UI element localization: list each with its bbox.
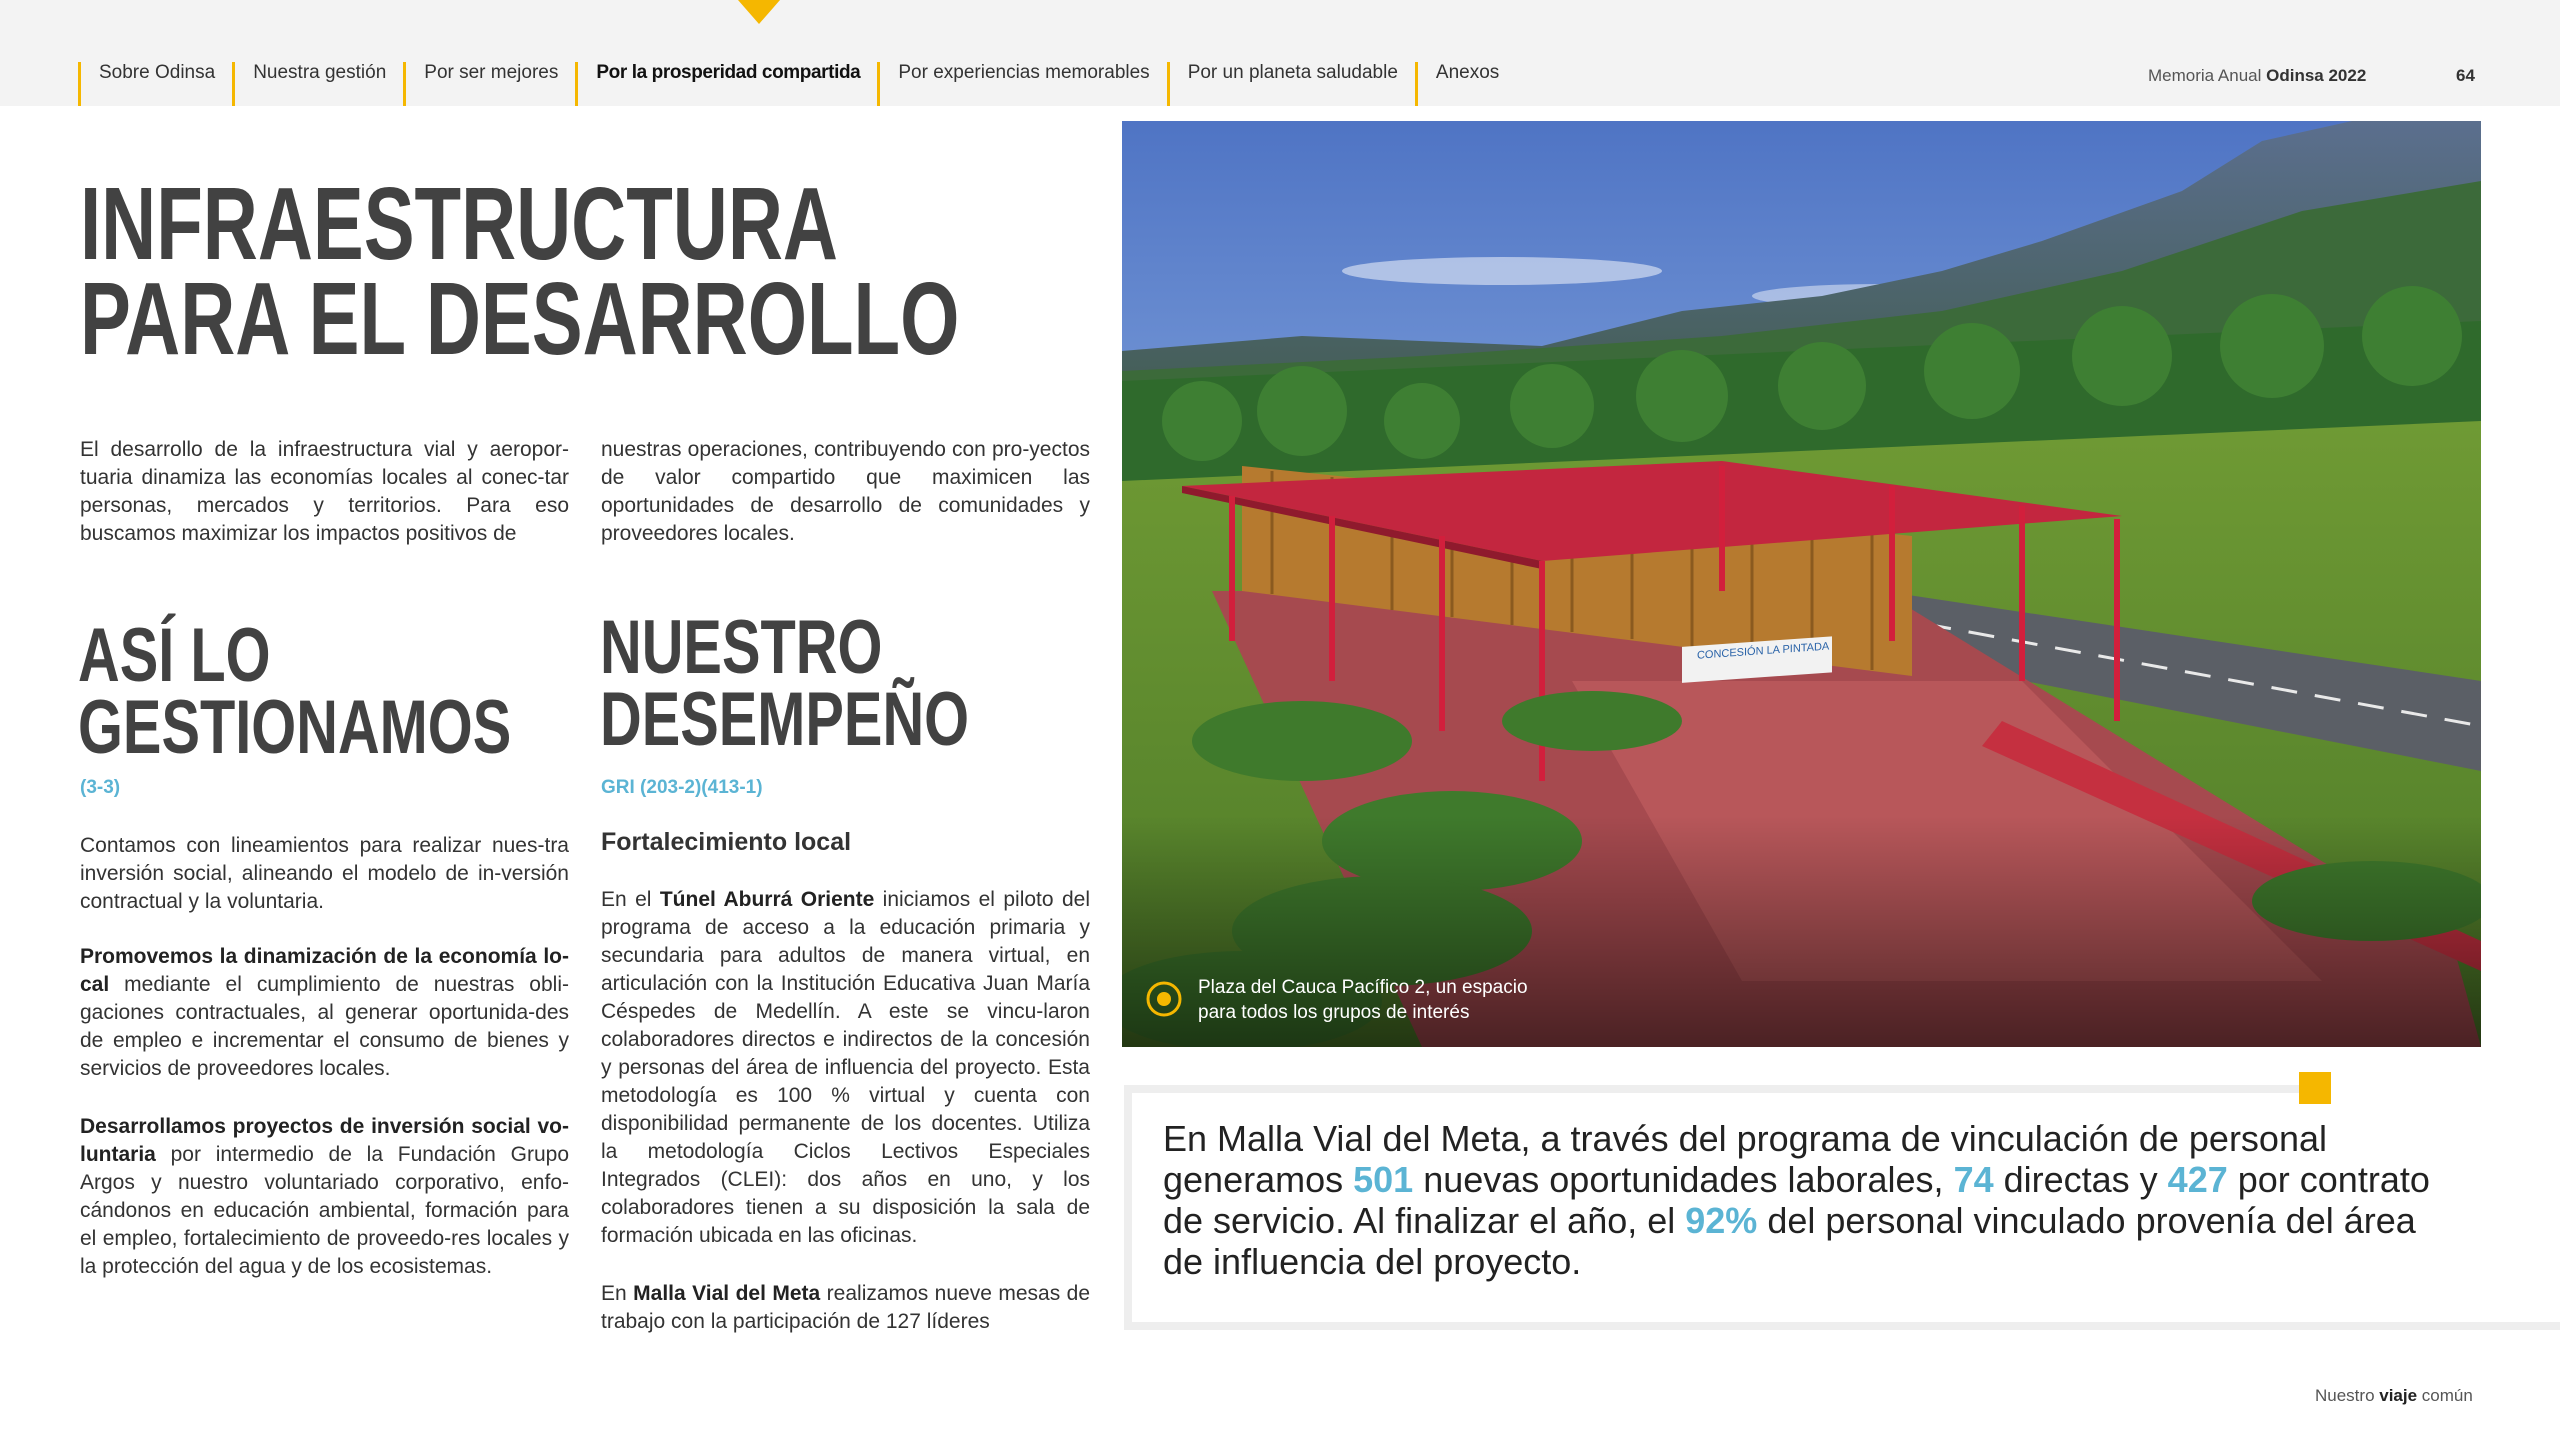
section-heading-desempeno bbox=[600, 605, 970, 762]
section2-paragraph-1 bbox=[601, 886, 1090, 1250]
active-section-marker bbox=[738, 0, 780, 24]
section1-heading-line2: GESTIONAMOS bbox=[78, 685, 512, 770]
callout-number-new-jobs: 501 bbox=[1353, 1159, 1414, 1200]
report-title bbox=[2148, 66, 2366, 86]
footer-tagline bbox=[2315, 1386, 2473, 1406]
nav-item-nuestra-gestion[interactable]: Nuestra gestión bbox=[232, 62, 403, 106]
page-title bbox=[80, 166, 960, 376]
callout-text-1: En Malla Vial del Meta, a través del programa de vinculación de personal generamos bbox=[1163, 1118, 2327, 1200]
section2-p2-rest: realizamos nueve mesas de trabajo con la participación de 127 líderes bbox=[601, 1282, 1091, 1333]
callout-number-contract: 427 bbox=[2167, 1159, 2228, 1200]
section1-p3-bold: Desarrollamos proyectos de inversión social vo-luntaria bbox=[80, 1115, 569, 1166]
section1-paragraph-3 bbox=[80, 1113, 569, 1281]
footer-post: común bbox=[2417, 1386, 2473, 1405]
page-title-line1: INFRAESTRUCTURA bbox=[80, 166, 838, 281]
nav-item-planeta-saludable[interactable]: Por un planeta saludable bbox=[1167, 62, 1415, 106]
gri-reference-1: (3-3) bbox=[80, 777, 121, 798]
hero-photo bbox=[1122, 121, 2481, 1047]
nav-item-prosperidad-compartida[interactable]: Por la prosperidad compartida bbox=[575, 62, 877, 106]
callout-text-5: del personal vinculado provenía del área de influencia del proyecto. bbox=[1163, 1200, 2416, 1282]
section2-p1-bold: Túnel Aburrá Oriente bbox=[659, 888, 875, 911]
caption-line2: para todos los grupos de interés bbox=[1198, 1002, 1470, 1023]
section1-p2-bold: Promovemos la dinamización de la economía lo-cal bbox=[80, 945, 569, 996]
callout-number-direct: 74 bbox=[1953, 1159, 1994, 1200]
section2-heading-line2: DESEMPEÑO bbox=[600, 677, 970, 762]
report-name: Odinsa 2022 bbox=[2266, 66, 2367, 85]
footer-pre: Nuestro bbox=[2315, 1386, 2380, 1405]
section2-heading-line1: NUESTRO bbox=[600, 605, 883, 690]
nav-item-anexos[interactable]: Anexos bbox=[1415, 62, 1516, 106]
section-heading-gestionamos bbox=[78, 613, 512, 770]
callout-text-3: directas y bbox=[1993, 1159, 2168, 1200]
page-title-line2: PARA EL DESARROLLO bbox=[80, 261, 960, 376]
section2-p2-bold: Malla Vial del Meta bbox=[633, 1282, 821, 1305]
callout-highlight bbox=[1163, 1118, 2463, 1282]
callout-number-percent: 92% bbox=[1685, 1200, 1758, 1241]
section1-paragraph-1: Contamos con lineamientos para realizar nues-tra inversión social, alineando el modelo de in-versión contractual y la voluntaria. bbox=[80, 834, 569, 913]
callout-text-2: nuevas oportunidades laborales, bbox=[1413, 1159, 1954, 1200]
section1-p2-rest: mediante el cumplimiento de nuestras obli-gaciones contractuales, al generar oportunida-des de empleo e incrementar el consumo de bienes y servicios de proveedores locales. bbox=[80, 973, 569, 1080]
subheading-fortalecimiento-local: Fortalecimiento local bbox=[601, 828, 852, 856]
section1-paragraph-2 bbox=[80, 943, 569, 1083]
page-number: 64 bbox=[2456, 66, 2475, 85]
section1-p3-rest: por intermedio de la Fundación Grupo Argos y nuestro voluntariado corporativo, enfo-cándonos en educación ambiental, formación para el empleo, fortalecimiento de proveedo-res locales y la protección del agua y de los ecosistemas. bbox=[80, 1143, 569, 1278]
section1-heading-line1: ASÍ LO bbox=[78, 613, 271, 698]
intro-col2: nuestras operaciones, contribuyendo con pro-yectos de valor compartido que maximicen las oportunidades de desarrollo de comunidades y proveedores locales. bbox=[601, 438, 1090, 545]
callout-accent-square bbox=[2299, 1072, 2331, 1104]
nav-item-sobre-odinsa[interactable]: Sobre Odinsa bbox=[78, 62, 232, 106]
location-target-icon bbox=[1145, 980, 1183, 1018]
section2-p1-pre: En el bbox=[601, 888, 660, 911]
caption-line1: Plaza del Cauca Pacífico 2, un espacio bbox=[1198, 977, 1528, 998]
footer-bold: viaje bbox=[2379, 1386, 2418, 1405]
photo-caption bbox=[1198, 975, 1528, 1025]
report-prefix: Memoria Anual bbox=[2148, 66, 2262, 85]
gri-reference-2: GRI (203-2)(413-1) bbox=[601, 777, 763, 798]
nav-item-experiencias-memorables[interactable]: Por experiencias memorables bbox=[877, 62, 1166, 106]
intro-col1: El desarrollo de la infraestructura vial y aeropor-tuaria dinamiza las economías locales al conec-tar personas, mercados y territorios. Para eso buscamos maximizar los impactos positivos de bbox=[80, 438, 569, 545]
nav-item-por-ser-mejores[interactable]: Por ser mejores bbox=[403, 62, 575, 106]
section2-p2-pre: En bbox=[601, 1282, 634, 1305]
callout-text-4: por contrato de servicio. Al finalizar el año, el bbox=[1163, 1159, 2430, 1241]
section2-paragraph-2 bbox=[601, 1280, 1090, 1336]
section-nav bbox=[78, 62, 1516, 106]
section2-p1-rest: iniciamos el piloto del programa de acceso a la educación primaria y secundaria para adultos de manera virtual, en articulación con la Institución Educativa Juan María Céspedes de Medellín. A este se vincu-laron colaboradores directos e indirectos de la concesión y personas del área de influencia del proyecto. Esta metodología es 100 % virtual y cuenta con disponibilidad permanente de los docentes. Utiliza la metodología Ciclos Lectivos Especiales Integrados (CLEI): dos años en uno, y los colaboradores tienen a su disposición la sala de formación ubicada en las oficinas. bbox=[601, 888, 1090, 1247]
